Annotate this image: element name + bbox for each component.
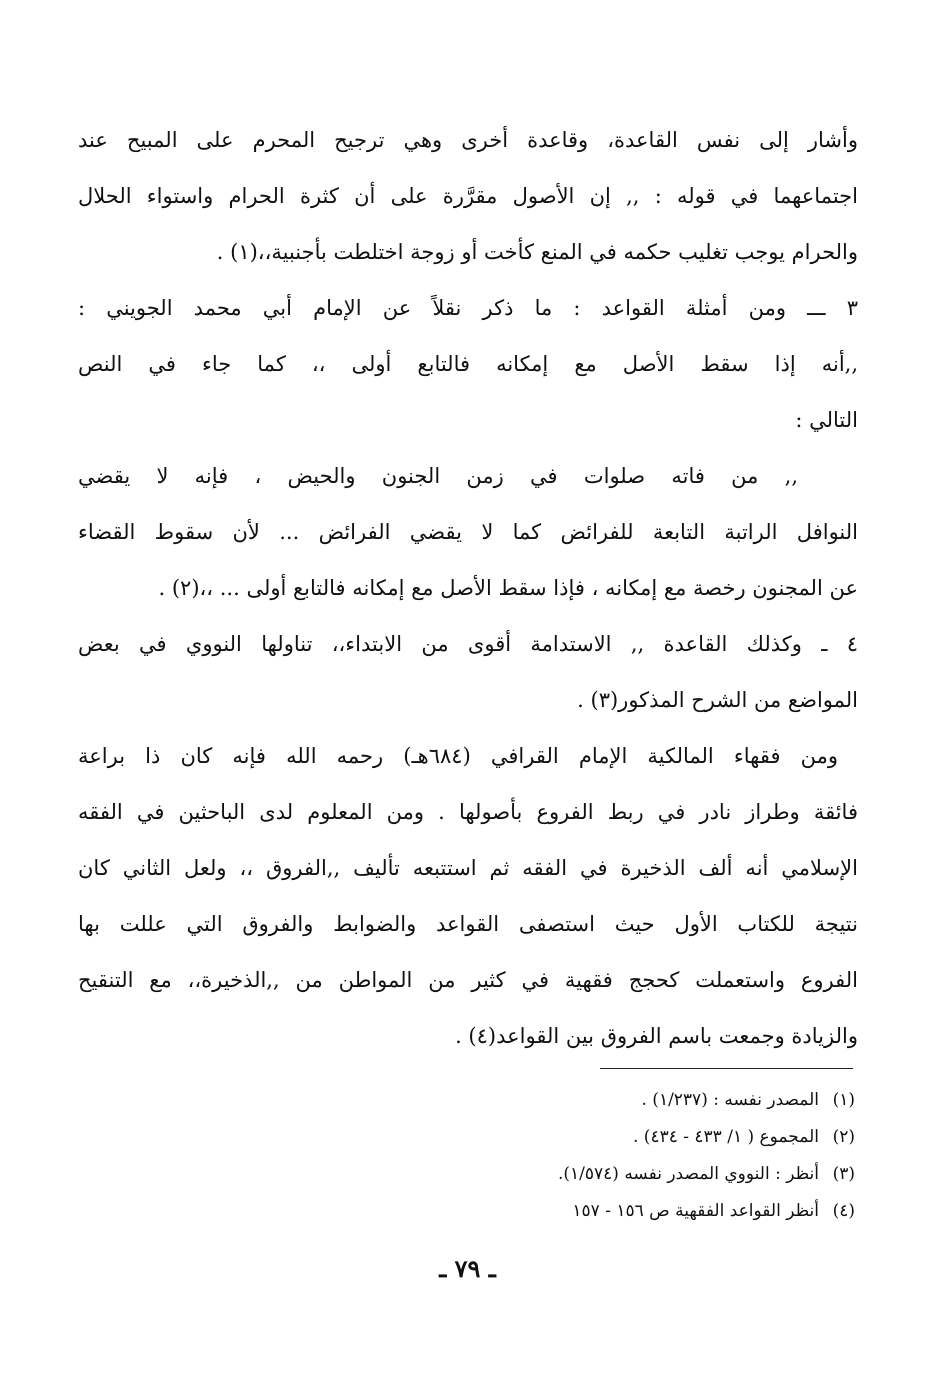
footnote (300, 1082, 855, 1119)
paragraph-2 (78, 280, 858, 448)
text-line: ٤ ـ وكذلك القاعدة ,, الاستدامة أقوى من الابتداء،، تناولها النووي في بعض (78, 632, 858, 656)
footnote-text: المجموع ( ١/ ٤٣٣ - ٤٣٤) . (632, 1127, 819, 1147)
text-line: المواضع من الشرح المذكور(٣) . (577, 688, 858, 712)
footnotes (300, 1082, 855, 1230)
text-line: ,,أنه إذا سقط الأصل مع إمكانه فالتابع أولى ،، كما جاء في النص (78, 352, 858, 376)
text-line: ومن فقهاء المالكية الإمام القرافي (٦٨٤هـ) رحمه الله فإنه كان ذا براعة (78, 744, 838, 768)
footnote (300, 1119, 855, 1156)
footnote-text: المصدر نفسه : (١/٢٣٧) . (641, 1090, 819, 1110)
text-line: التالي : (795, 408, 858, 432)
text-line: اجتماعهما في قوله : ,, إن الأصول مقرَّرة على أن كثرة الحرام واستواء الحلال (78, 184, 858, 208)
footnote-number: (٤) (832, 1201, 855, 1221)
footnote (300, 1193, 855, 1230)
text-line: ٣ ـــ ومن أمثلة القواعد : ما ذكر نقلاً عن الإمام أبي محمد الجويني : (78, 296, 858, 320)
paragraph-4 (78, 616, 858, 728)
footnote-number: (١) (832, 1090, 855, 1110)
text-line: الإسلامي أنه ألف الذخيرة في الفقه ثم استتبعه تأليف ,,الفروق ،، ولعل الثاني كان (78, 856, 858, 880)
footnote-separator (600, 1068, 853, 1069)
footnote-number: (٢) (832, 1127, 855, 1147)
text-line: وأشار إلى نفس القاعدة، وقاعدة أخرى وهي ترجيح المحرم على المبيح عند (78, 128, 858, 152)
paragraph-5 (78, 728, 858, 1064)
footnote-number: (٣) (832, 1164, 855, 1184)
text-line: ,, من فاته صلوات في زمن الجنون والحيض ، فإنه لا يقضي (78, 464, 798, 488)
paragraph-3 (78, 448, 858, 616)
text-line: نتيجة للكتاب الأول حيث استصفى القواعد والضوابط والفروق التي عللت بها (78, 912, 858, 936)
text-line: عن المجنون رخصة مع إمكانه ، فإذا سقط الأصل مع إمكانه فالتابع أولى ... ،،(٢) . (158, 576, 858, 600)
text-line: والحرام يوجب تغليب حكمه في المنع كأخت أو زوجة اختلطت بأجنبية،،(١) . (216, 240, 858, 264)
footnote (300, 1156, 855, 1193)
footnote-text: أنظر القواعد الفقهية ص ١٥٦ - ١٥٧ (572, 1201, 819, 1221)
page-number: ـ ٧٩ ـ (439, 1254, 496, 1283)
main-text (78, 112, 858, 1064)
text-line: النوافل الراتبة التابعة للفرائض كما لا يقضي الفرائض ... لأن سقوط القضاء (78, 520, 858, 544)
text-line: فائقة وطراز نادر في ربط الفروع بأصولها . ومن المعلوم لدى الباحثين في الفقه (78, 800, 858, 824)
text-line: الفروع واستعملت كحجج فقهية في كثير من المواطن من ,,الذخيرة،، مع التنقيح (78, 968, 858, 992)
footnote-text: أنظر : النووي المصدر نفسه (١/٥٧٤). (557, 1164, 819, 1184)
text-line: والزيادة وجمعت باسم الفروق بين القواعد(٤) . (455, 1024, 858, 1048)
paragraph-1 (78, 112, 858, 280)
